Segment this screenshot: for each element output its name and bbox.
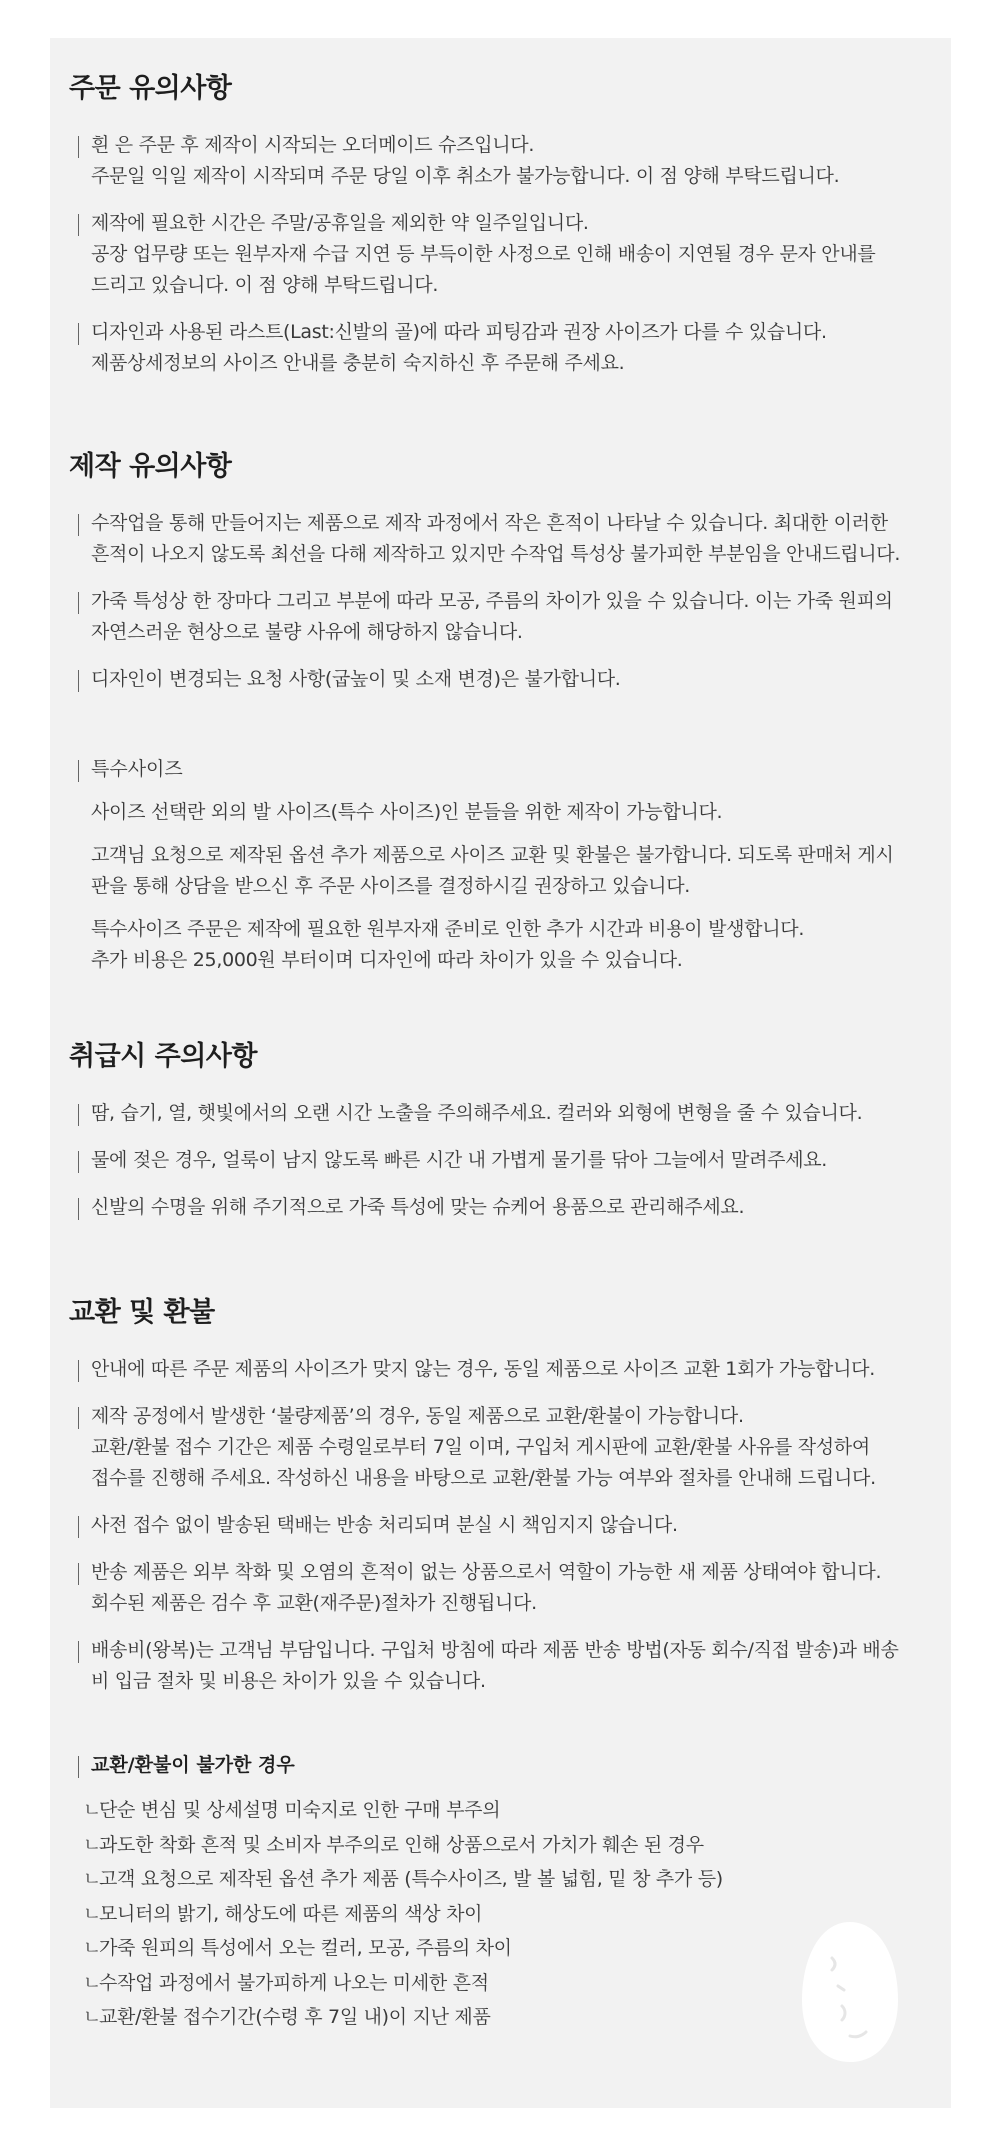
corner-bullet-icon: ㄴ: [83, 2006, 102, 2028]
exchange-note-line: 교환/환불 접수 기간은 제품 수령일로부터 7일 이며, 구입처 게시판에 교환/환불 사유를 작성하여: [91, 1436, 870, 1458]
production-notes-list: [69, 508, 939, 695]
production-note-item: [69, 508, 939, 570]
exchange-note-item: [69, 1557, 939, 1619]
exchange-note-line: 접수를 진행해 주세요. 작성하신 내용을 바탕으로 교환/환불 가능 여부와 절차를 안내해 드립니다.: [91, 1467, 876, 1489]
special-size-line: 추가 비용은 25,000원 부터이며 디자인에 따라 차이가 있을 수 있습니다.: [91, 949, 683, 971]
order-note-line: 주문일 익일 제작이 시작되며 주문 당일 이후 취소가 불가능합니다. 이 점 양해 부탁드립니다.: [91, 165, 840, 187]
order-note-item: [69, 130, 939, 192]
production-note-item: [69, 664, 939, 695]
order-note-line: 공장 업무량 또는 원부자재 수급 지연 등 부득이한 사정으로 인해 배송이 지연될 경우 문자 안내를: [91, 243, 876, 265]
order-notes-title: 주문 유의사항: [69, 73, 232, 104]
non-refundable-text: 과도한 착화 흔적 및 소비자 부주의로 인해 상품으로서 가치가 훼손 된 경우: [99, 1833, 704, 1856]
corner-bullet-icon: ㄴ: [83, 1868, 102, 1890]
production-note-line: 디자인이 변경되는 요청 사항(굽높이 및 소재 변경)은 불가합니다.: [91, 668, 621, 690]
production-note-item: [69, 586, 939, 648]
handling-note-line: 신발의 수명을 위해 주기적으로 가죽 특성에 맞는 슈케어 용품으로 관리해주세요.: [91, 1196, 745, 1218]
special-size-item: [69, 914, 939, 976]
non-refundable-title: 교환/환불이 불가한 경우: [69, 1750, 939, 1781]
handling-notes-section: [69, 1040, 939, 1239]
special-size-line: 특수사이즈 주문은 제작에 필요한 원부자재 준비로 인한 추가 시간과 비용이 발생합니다.: [91, 918, 805, 940]
corner-bullet-icon: ㄴ: [83, 1971, 102, 1994]
handling-note-line: 땀, 습기, 열, 햇빛에서의 오랜 시간 노출을 주의해주세요. 컬러와 외형에 변형을 줄 수 있습니다.: [91, 1102, 863, 1124]
special-size-item: [69, 797, 939, 828]
handling-note-line: 물에 젖은 경우, 얼룩이 남지 않도록 빠른 시간 내 가볍게 물기를 닦아 그늘에서 말려주세요.: [91, 1149, 828, 1171]
production-notes-title: 제작 유의사항: [69, 451, 232, 482]
exchange-note-line: 비 입금 절차 및 비용은 차이가 있을 수 있습니다.: [91, 1670, 486, 1692]
corner-bullet-icon: ㄴ: [83, 1833, 102, 1856]
non-refundable-text: 고객 요청으로 제작된 옵션 추가 제품 (특수사이즈, 발 볼 넓힘, 밑 창 추가 등): [99, 1868, 723, 1890]
order-note-line: 디자인과 사용된 라스트(Last:신발의 골)에 따라 피팅감과 권장 사이즈가 다를 수 있습니다.: [91, 321, 827, 343]
handling-note-item: [69, 1192, 939, 1223]
non-refundable-text: 가죽 원피의 특성에서 오는 컬러, 모공, 주름의 차이: [99, 1937, 512, 1959]
exchange-note-line: 사전 접수 없이 발송된 택배는 반송 처리되며 분실 시 책임지지 않습니다.: [91, 1514, 678, 1536]
exchange-note-line: 배송비(왕복)는 고객님 부담입니다. 구입처 방침에 따라 제품 반송 방법(자동 회수/직접 발송)과 배송: [91, 1639, 899, 1661]
special-size-section: [69, 754, 939, 988]
order-note-line: 흰 은 주문 후 제작이 시작되는 오더메이드 슈즈입니다.: [91, 134, 535, 156]
non-refundable-item: [83, 1828, 939, 1863]
non-refundable-item: [83, 1862, 939, 1897]
exchange-note-item: [69, 1635, 939, 1697]
order-note-line: 제작에 필요한 시간은 주말/공휴일을 제외한 약 일주일입니다.: [91, 212, 589, 234]
special-size-item: [69, 840, 939, 902]
handling-notes-title: 취급시 주의사항: [69, 1041, 257, 1072]
special-size-title: 특수사이즈: [69, 754, 939, 785]
order-notes-section: [69, 72, 939, 395]
non-refundable-text: 수작업 과정에서 불가피하게 나오는 미세한 흔적: [99, 1971, 489, 1994]
production-note-line: 가죽 특성상 한 장마다 그리고 부분에 따라 모공, 주름의 차이가 있을 수 있습니다. 이는 가죽 원피의: [91, 590, 893, 612]
special-size-paragraphs: [69, 797, 939, 976]
handling-note-item: [69, 1145, 939, 1176]
non-refundable-text: 교환/환불 접수기간(수령 후 7일 내)이 지난 제품: [99, 2006, 491, 2028]
production-note-line: 수작업을 통해 만들어지는 제품으로 제작 과정에서 작은 흔적이 나타날 수 있습니다. 최대한 이러한: [91, 512, 888, 534]
order-note-line: 제품상세정보의 사이즈 안내를 충분히 숙지하신 후 주문해 주세요.: [91, 352, 625, 374]
egg-face-logo-icon: [798, 1918, 902, 2066]
non-refundable-text: 단순 변심 및 상세설명 미숙지로 인한 구매 부주의: [99, 1799, 501, 1821]
exchange-note-line: 회수된 제품은 검수 후 교환(재주문)절차가 진행됩니다.: [91, 1592, 537, 1614]
order-notes-list: [69, 130, 939, 379]
production-note-line: 자연스러운 현상으로 불량 사유에 해당하지 않습니다.: [91, 621, 523, 643]
corner-bullet-icon: ㄴ: [83, 1902, 102, 1925]
exchange-note-item: [69, 1401, 939, 1494]
exchange-note-line: 안내에 따른 주문 제품의 사이즈가 맞지 않는 경우, 동일 제품으로 사이즈 교환 1회가 가능합니다.: [91, 1358, 875, 1380]
exchange-note-item: [69, 1510, 939, 1541]
order-note-item: [69, 317, 939, 379]
special-size-line: 판을 통해 상담을 받으신 후 주문 사이즈를 결정하시길 권장하고 있습니다.: [91, 875, 691, 897]
handling-note-item: [69, 1098, 939, 1129]
exchange-note-line: 제작 공정에서 발생한 ‘불량제품’의 경우, 동일 제품으로 교환/환불이 가능합니다.: [91, 1405, 744, 1427]
corner-bullet-icon: ㄴ: [83, 1799, 102, 1821]
special-size-line: 고객님 요청으로 제작된 옵션 추가 제품으로 사이즈 교환 및 환불은 불가합니다. 되도록 판매처 게시: [91, 844, 894, 866]
corner-bullet-icon: ㄴ: [83, 1937, 102, 1959]
exchange-note-line: 반송 제품은 외부 착화 및 오염의 흔적이 없는 상품으로서 역할이 가능한 새 제품 상태여야 합니다.: [91, 1561, 882, 1583]
order-note-item: [69, 208, 939, 301]
exchange-refund-title: 교환 및 환불: [69, 1297, 215, 1328]
exchange-refund-list: [69, 1354, 939, 1697]
production-notes-section: [69, 450, 939, 711]
special-size-line: 사이즈 선택란 외의 발 사이즈(특수 사이즈)인 분들을 위한 제작이 가능합니다.: [91, 801, 723, 823]
exchange-note-item: [69, 1354, 939, 1385]
exchange-refund-section: [69, 1296, 939, 1713]
production-note-line: 흔적이 나오지 않도록 최선을 다해 제작하고 있지만 수작업 특성상 불가피한 부분임을 안내드립니다.: [91, 543, 901, 565]
order-note-line: 드리고 있습니다. 이 점 양해 부탁드립니다.: [91, 274, 439, 296]
non-refundable-item: [83, 1793, 939, 1828]
handling-notes-list: [69, 1098, 939, 1223]
non-refundable-text: 모니터의 밝기, 해상도에 따른 제품의 색상 차이: [99, 1902, 483, 1925]
